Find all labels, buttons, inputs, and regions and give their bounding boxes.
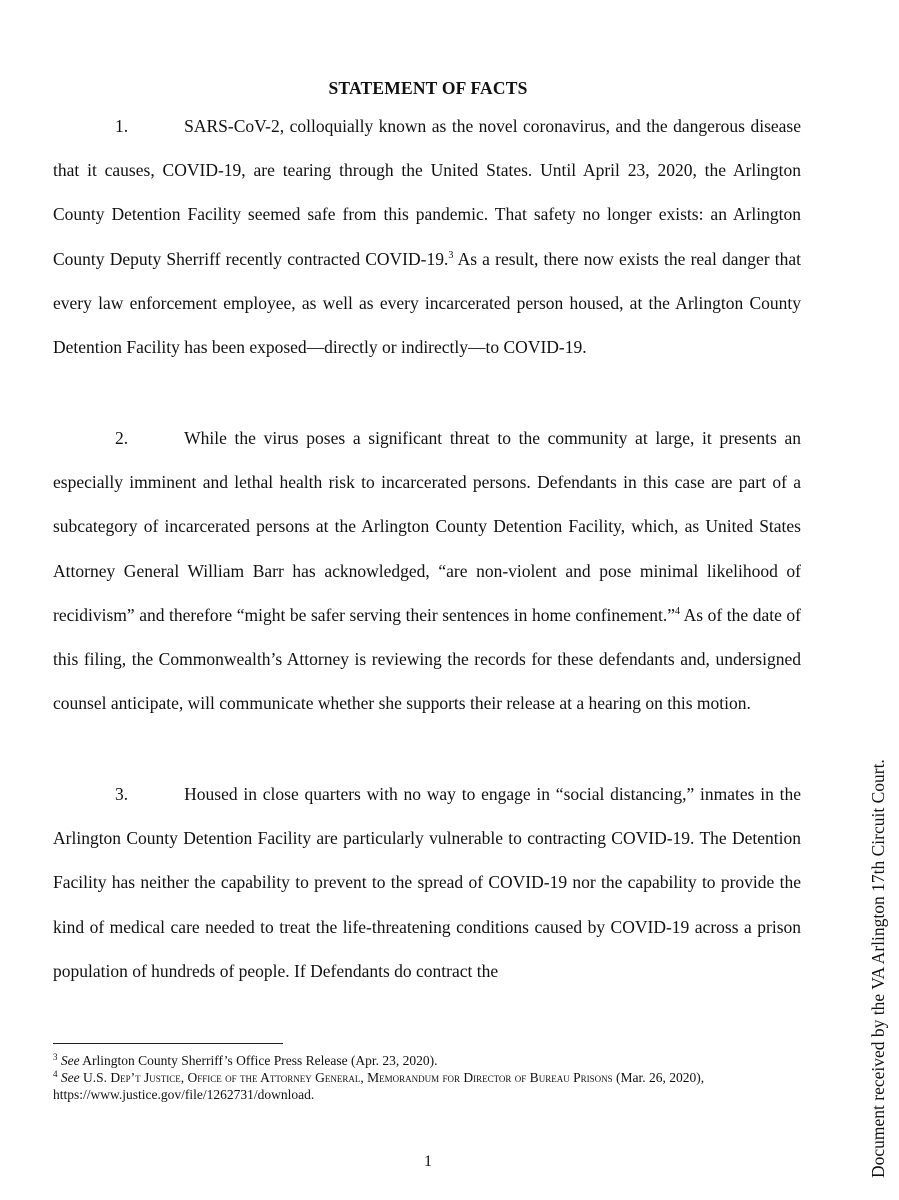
paragraph-3 bbox=[53, 772, 801, 993]
paragraph-1 bbox=[53, 104, 801, 369]
paragraph-number: 3. bbox=[115, 784, 129, 804]
paragraph-number: 2. bbox=[115, 428, 129, 448]
footnote-divider bbox=[53, 1043, 283, 1044]
footnote-ref: 4 bbox=[675, 605, 681, 617]
paragraph-number: 1. bbox=[115, 116, 129, 136]
paragraph-text: Housed in close quarters with no way to engage in “social distancing,” inmates in the Arlington County Detention Facility are particularly vulnerable to contracting COVID-19. The Detention Facility has neither the capability to prevent to the spread of COVID-19 nor the capability to provide the kind of medical care needed to treat the life-threatening conditions caused by COVID-19 across a prison population of hundreds of people. If Defendants do contract the bbox=[53, 784, 801, 981]
footnote-3: $^3$ See Arlington County Sherriff’s Office Press Release (Apr. 23, 2020). bbox=[53, 1052, 438, 1068]
footnote-4: $^4$ See U.S. Dep’t Justice, Office of the Attorney General, Memorandum for Director of Bureau Prisons (Mar. 26, 2020), https://www.justice.gov/file/1262731/download. bbox=[53, 1069, 705, 1102]
paragraph-text: SARS-CoV-2, colloquially known as the novel coronavirus, and the dangerous disease that it causes, COVID-19, are tearing through the United States. Until April 23, 2020, the Arlington County Detention Facility seemed safe from this pandemic. That safety no longer exists: an Arlington County Deputy Sherriff recently contracted COVID-19. bbox=[53, 116, 801, 269]
paragraph-text: As a result, there now exists the real danger that every law enforcement employee, as well as every incarcerated person housed, at the Arlington County Detention Facility has been exposed—directly or indirectly—to COVID-19. bbox=[53, 248, 802, 358]
section-heading: STATEMENT OF FACTS bbox=[328, 78, 528, 98]
paragraph-text: While the virus poses a significant threat to the community at large, it presents an especially imminent and lethal health risk to incarcerated persons. Defendants in this case are part of a subcategory of incarcerated persons at the Arlington County Detention Facility, which, as United States Attorney General William Barr has acknowledged, “are non-violent and pose minimal likelihood of recidivism” and therefore “might be safer serving their sentences in home confinement.” bbox=[53, 428, 801, 625]
page-number: 1 bbox=[424, 1153, 432, 1170]
footnotes bbox=[53, 1052, 813, 1103]
paragraph-2 bbox=[53, 416, 801, 725]
paragraph-text: As of the date of this filing, the Commonwealth’s Attorney is reviewing the records for these defendants and, undersigned counsel anticipate, will communicate whether she supports their release at a hearing on this motion. bbox=[53, 604, 801, 714]
court-received-stamp: Document received by the VA Arlington 17th Circuit Court. bbox=[868, 759, 888, 1178]
footnote-ref: 3 bbox=[448, 249, 454, 261]
